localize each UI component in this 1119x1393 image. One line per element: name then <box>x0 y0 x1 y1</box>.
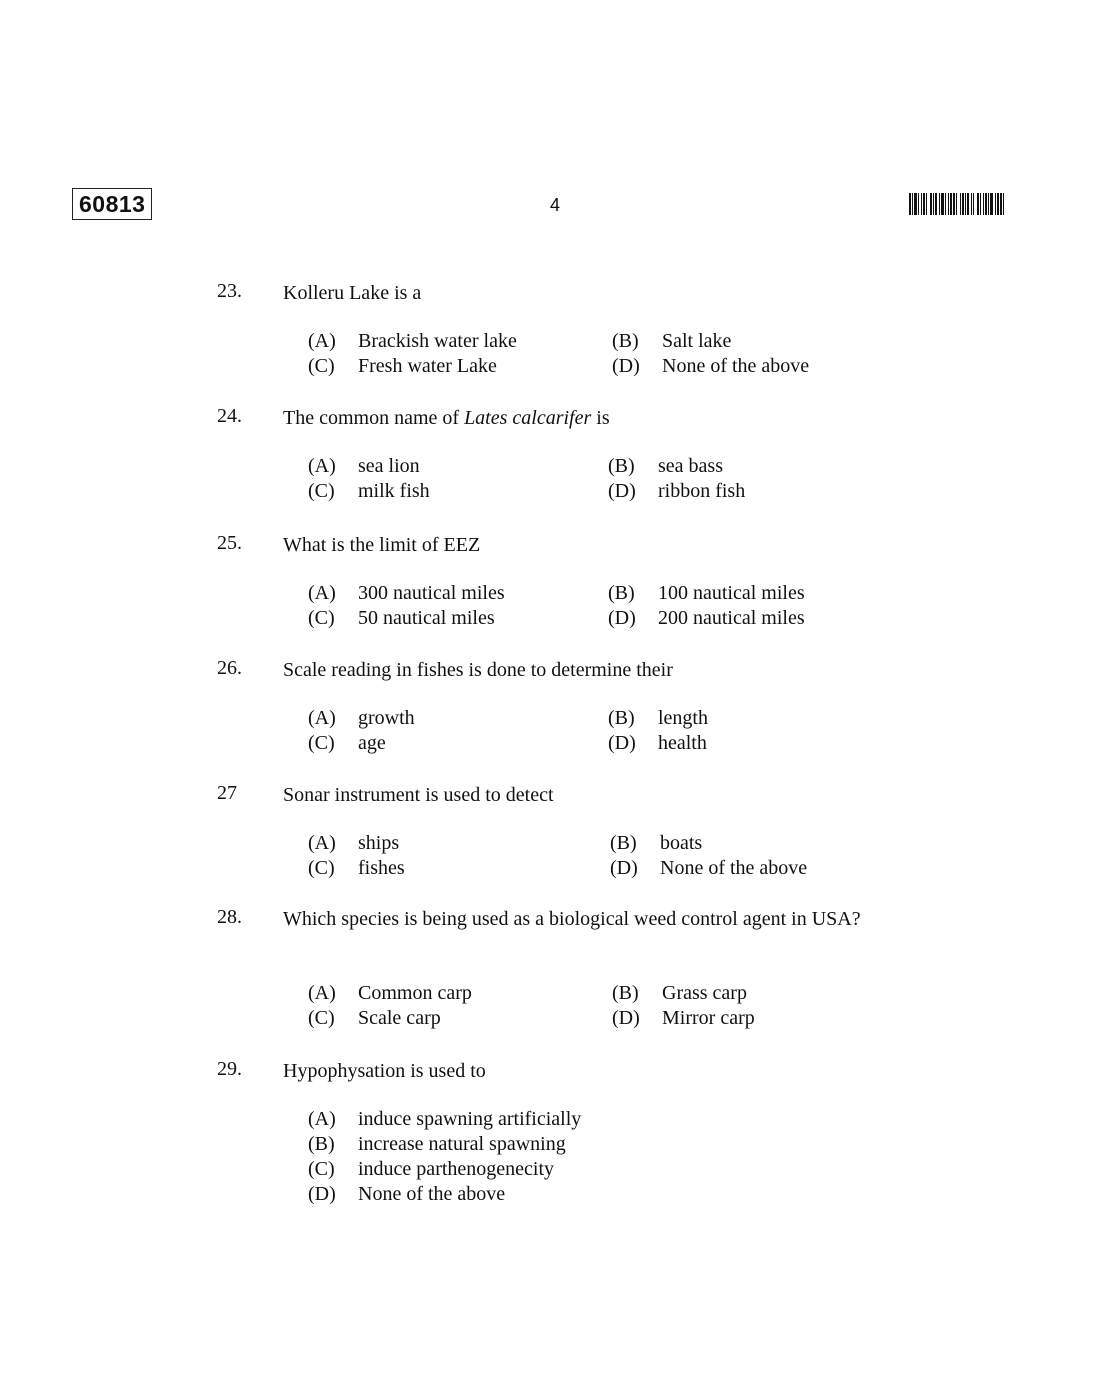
question-text: Hypophysation is used to <box>283 1060 486 1082</box>
option-text: growth <box>358 707 415 729</box>
option-text: fishes <box>358 857 405 879</box>
species-name: Lates calcarifer <box>464 407 592 429</box>
option-text: age <box>358 732 386 754</box>
question-number: 23. <box>217 280 242 302</box>
option-label: (B) <box>610 832 637 854</box>
option-label: (C) <box>308 607 335 629</box>
question-text: What is the limit of EEZ <box>283 534 481 556</box>
option-text: ribbon fish <box>658 480 746 502</box>
option-text: Scale carp <box>358 1007 441 1029</box>
option-label: (C) <box>308 480 335 502</box>
option-label: (B) <box>608 455 635 477</box>
option-label: (B) <box>612 330 639 352</box>
option-label: (A) <box>308 1108 336 1130</box>
option-label: (B) <box>612 982 639 1004</box>
option-label: (A) <box>308 582 336 604</box>
option-text: 100 nautical miles <box>658 582 805 604</box>
option-text: Fresh water Lake <box>358 355 497 377</box>
option-label: (C) <box>308 732 335 754</box>
option-label: (A) <box>308 330 336 352</box>
question-number: 28. <box>217 906 242 928</box>
option-label: (C) <box>308 355 335 377</box>
page-number: 4 <box>550 195 561 215</box>
option-label: (C) <box>308 857 335 879</box>
barcode-bar <box>1004 193 1005 215</box>
option-label: (B) <box>608 582 635 604</box>
option-text: sea bass <box>658 455 723 477</box>
option-label: (D) <box>610 857 638 879</box>
option-text: health <box>658 732 707 754</box>
option-text: Common carp <box>358 982 472 1004</box>
paper-code: 60813 <box>79 191 146 217</box>
option-label: (A) <box>308 455 336 477</box>
question-number: 26. <box>217 657 242 679</box>
option-text: induce spawning artificially <box>358 1108 582 1130</box>
option-label: (C) <box>308 1007 335 1029</box>
question-text: Sonar instrument is used to detect <box>283 784 554 806</box>
option-text: Mirror carp <box>662 1007 755 1029</box>
option-text: 200 nautical miles <box>658 607 805 629</box>
option-label: (A) <box>308 982 336 1004</box>
option-text: Grass carp <box>662 982 747 1004</box>
option-text: boats <box>660 832 703 854</box>
option-text: ships <box>358 832 400 854</box>
question-text: Which species is being used as a biological weed control agent in USA? <box>283 908 861 930</box>
question-number: 29. <box>217 1058 242 1080</box>
question-text: Scale reading in fishes is done to determine their <box>283 659 673 681</box>
option-text: None of the above <box>660 857 808 879</box>
option-text: None of the above <box>358 1183 506 1205</box>
option-text: increase natural spawning <box>358 1133 566 1155</box>
option-label: (C) <box>308 1158 335 1180</box>
option-text: 50 nautical miles <box>358 607 495 629</box>
question-text: Kolleru Lake is a <box>283 282 422 304</box>
option-text: milk fish <box>358 480 430 502</box>
question-number: 24. <box>217 405 242 427</box>
option-text: sea lion <box>358 455 420 477</box>
question-text-part: is <box>591 407 610 429</box>
question-text <box>283 405 903 431</box>
option-label: (A) <box>308 832 336 854</box>
option-label: (D) <box>608 732 636 754</box>
option-label: (B) <box>308 1133 335 1155</box>
option-label: (D) <box>612 1007 640 1029</box>
option-label: (D) <box>612 355 640 377</box>
option-text: None of the above <box>662 355 810 377</box>
option-label: (D) <box>308 1183 336 1205</box>
option-text: 300 nautical miles <box>358 582 505 604</box>
option-label: (D) <box>608 607 636 629</box>
question-number: 25. <box>217 532 242 554</box>
option-text: length <box>658 707 708 729</box>
option-text: Brackish water lake <box>358 330 517 352</box>
barcode-icon <box>909 193 1041 215</box>
paper-code-box <box>72 188 152 220</box>
option-text: induce parthenogenecity <box>358 1158 555 1180</box>
question-number: 27 <box>217 782 237 804</box>
option-label: (A) <box>308 707 336 729</box>
option-label: (D) <box>608 480 636 502</box>
question-text-part: The common name of <box>283 407 465 429</box>
option-text: Salt lake <box>662 330 732 352</box>
option-label: (B) <box>608 707 635 729</box>
